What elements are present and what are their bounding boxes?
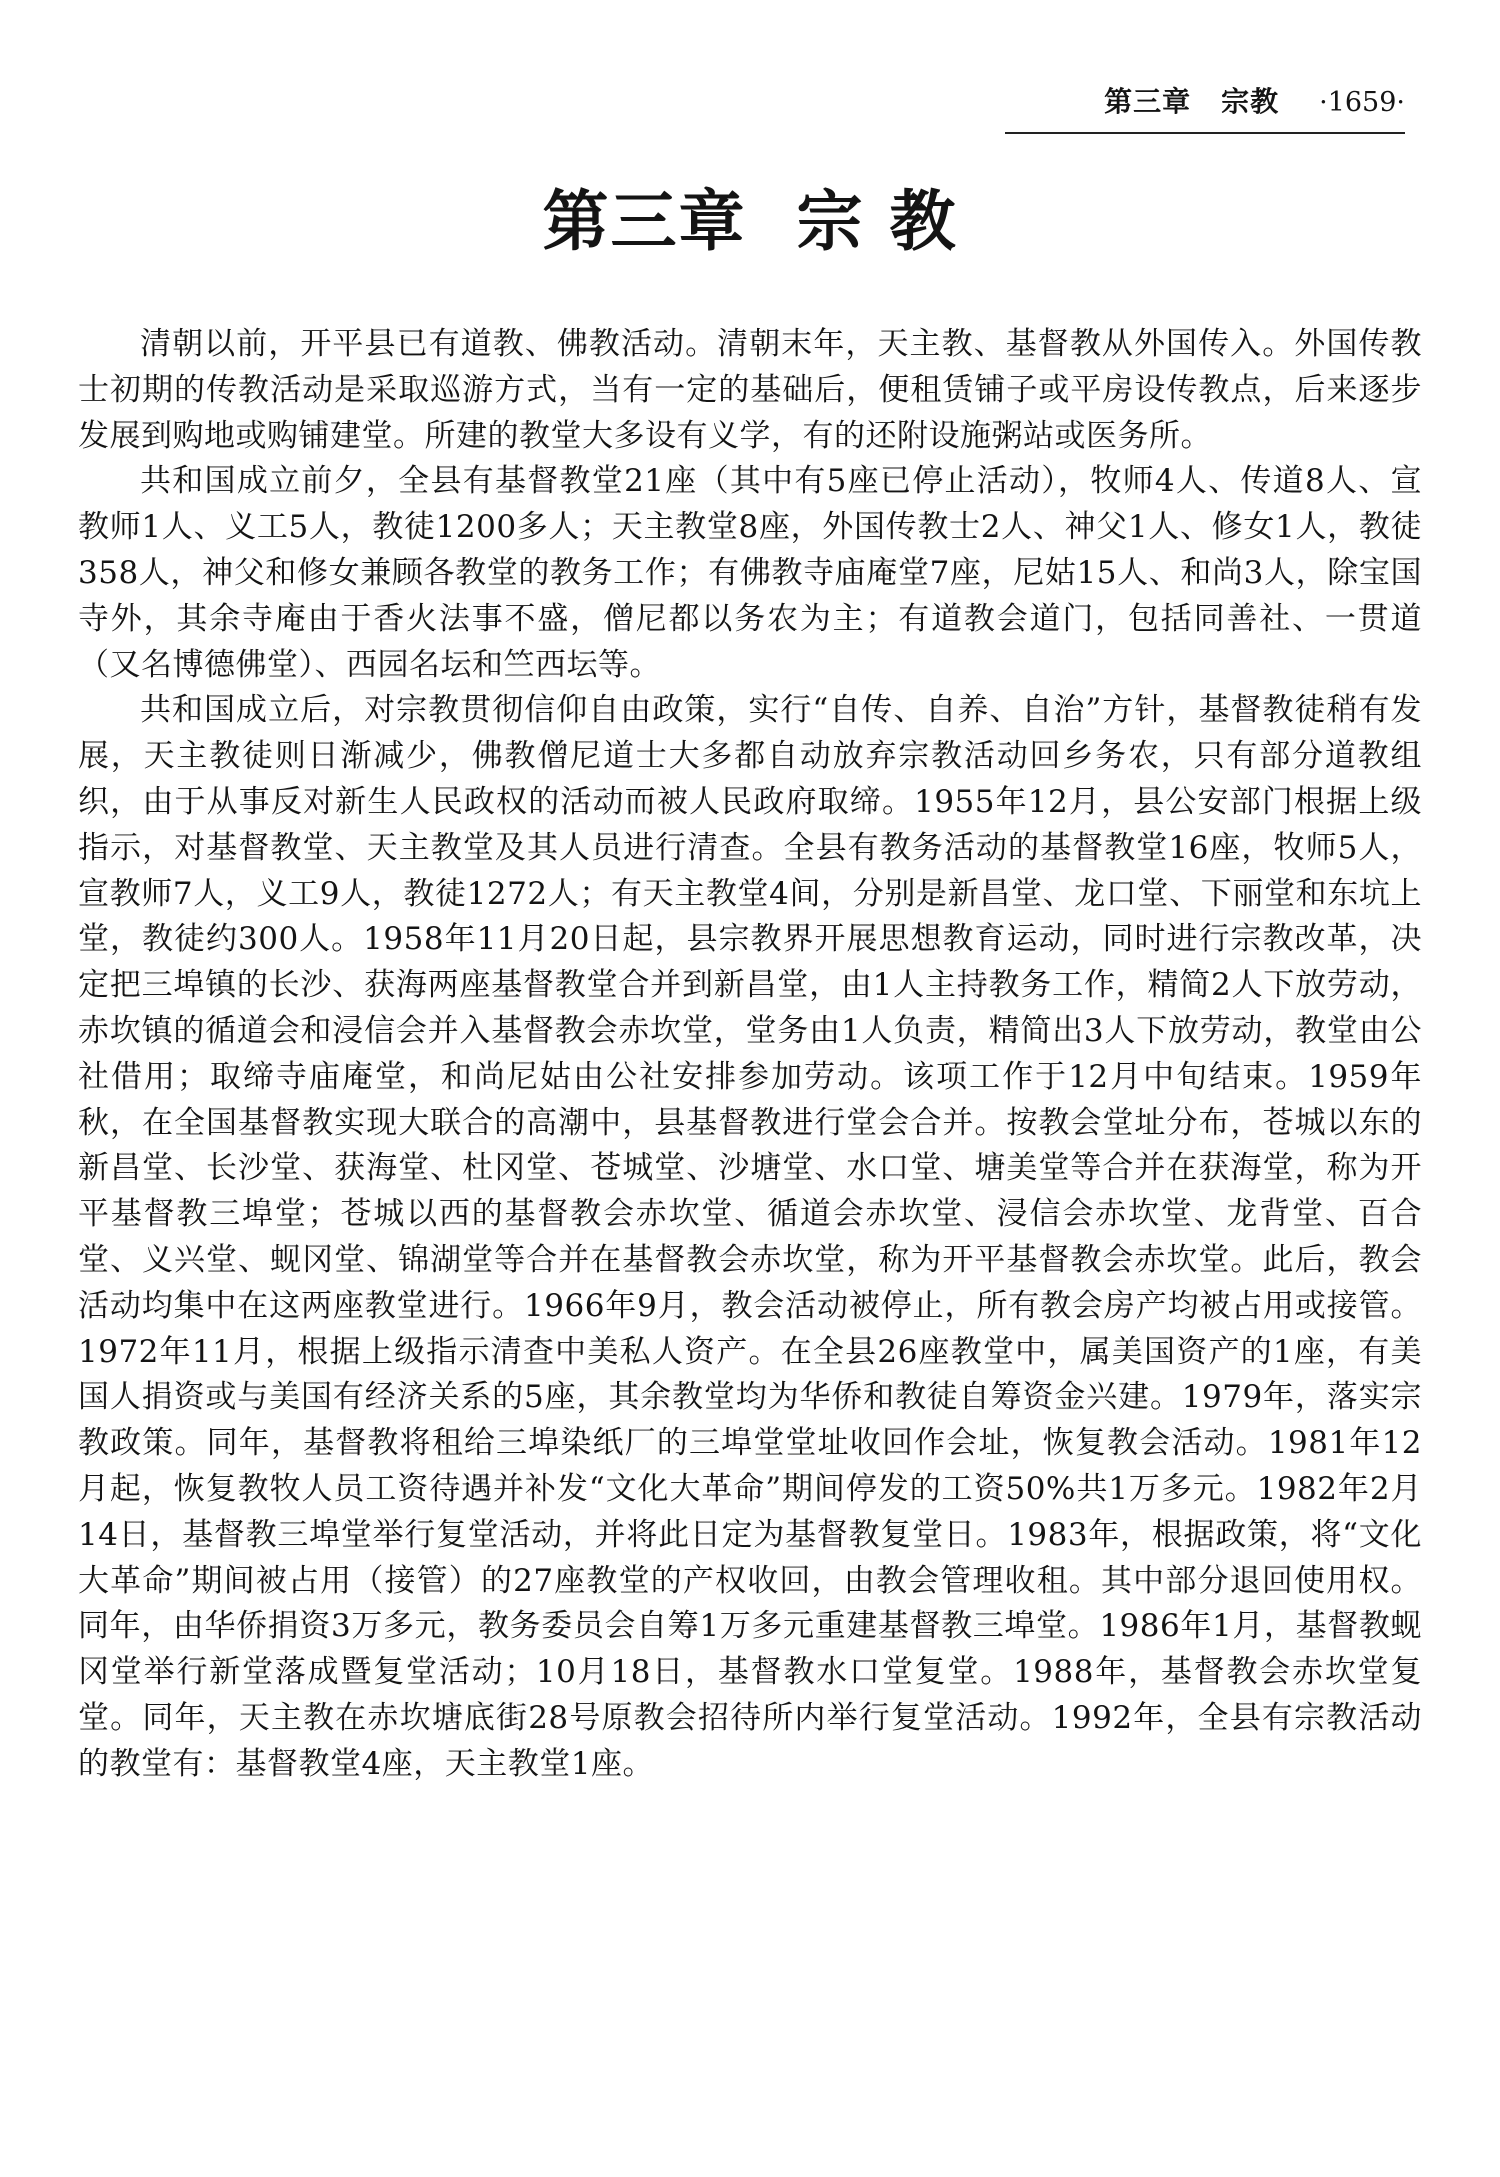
header-section: 宗教 (1221, 85, 1280, 118)
chapter-title (0, 168, 1500, 263)
paragraph-post-1949: 共和国成立后，对宗教贯彻信仰自由政策，实行“自传、自养、自治”方针，基督教徒稍有发展，天主教徒则日渐减少，佛教僧尼道士大多都自动放弃宗教活动回乡务农，只有部分道教组织，由于从事反对新生人民政权的活动而被人民政府取缔。1955年12月，县公安部门根据上级指示，对基督教堂、天主教堂及其人员进行清查。全县有教务活动的基督教堂16座，牧师5人，宣教师7人，义工9人，教徒1272人；有天主教堂4间，分别是新昌堂、龙口堂、下丽堂和东坑上堂，教徒约300人。1958年11月20日起，县宗教界开展思想教育运动，同时进行宗教改革，决定把三埠镇的长沙、获海两座基督教堂合并到新昌堂，由1人主持教务工作，精简2人下放劳动，赤坎镇的循道会和浸信会并入基督教会赤坎堂，堂务由1人负责，精简出3人下放劳动，教堂由公社借用；取缔寺庙庵堂，和尚尼姑由公社安排参加劳动。该项工作于12月中旬结束。1959年秋，在全国基督教实现大联合的高潮中，县基督教进行堂会合并。按教会堂址分布，苍城以东的新昌堂、长沙堂、获海堂、杜冈堂、苍城堂、沙塘堂、水口堂、塘美堂等合并在获海堂，称为开平基督教三埠堂；苍城以西的基督教会赤坎堂、循道会赤坎堂、浸信会赤坎堂、龙背堂、百合堂、义兴堂、蚬冈堂、锦湖堂等合并在基督教会赤坎堂，称为开平基督教会赤坎堂。此后，教会活动均集中在这两座教堂进行。1966年9月，教会活动被停止，所有教会房产均被占用或接管。1972年11月，根据上级指示清查中美私人资产。在全县26座教堂中，属美国资产的1座，有美国人捐资或与美国有经济关系的5座，其余教堂均为华侨和教徒自筹资金兴建。1979年，落实宗教政策。同年，基督教将租给三埠染纸厂的三埠堂堂址收回作会址，恢复教会活动。1981年12月起，恢复教牧人员工资待遇并补发“文化大革命”期间停发的工资50%共1万多元。1982年2月14日，基督教三埠堂举行复堂活动，并将此日定为基督教复堂日。1983年，根据政策，将“文化大革命”期间被占用（接管）的27座教堂的产权收回，由教会管理收租。其中部分退回使用权。同年，由华侨捐资3万多元，教务委员会自筹1万多元重建基督教三埠堂。1986年1月，基督教蚬冈堂举行新堂落成暨复堂活动；10月18日，基督教水口堂复堂。1988年，基督教会赤坎堂复堂。同年，天主教在赤坎塘底街28号原教会招待所内举行复堂活动。1992年，全县有宗教活动的教堂有：基督教堂4座，天主教堂1座。 (78, 692, 1422, 1782)
header-chapter: 第三章 (1104, 85, 1192, 118)
paragraph-pre-1949: 共和国成立前夕，全县有基督教堂21座（其中有5座已停止活动），牧师4人、传道8人、宣教师1人、义工5人，教徒1200多人；天主教堂8座，外国传教士2人、神父1人、修女1人，教徒358人，神父和修女兼顾各教堂的教务工作；有佛教寺庙庵堂7座，尼姑15人、和尚3人，除宝国寺外，其余寺庵由于香火法事不盛，僧尼都以务农为主；有道教会道门，包括同善社、一贯道（又名博德佛堂）、西园名坛和竺西坛等。 (78, 463, 1422, 683)
body-text (78, 322, 1422, 1788)
page-number: ·1659· (1319, 87, 1405, 118)
chapter-title-name: 宗 教 (796, 183, 958, 260)
running-header (1005, 80, 1405, 134)
paragraph-intro: 清朝以前，开平县已有道教、佛教活动。清朝末年，天主教、基督教从外国传入。外国传教士初期的传教活动是采取巡游方式，当有一定的基础后，便租赁铺子或平房设传教点，后来逐步发展到购地或购铺建堂。所建的教堂大多设有义学，有的还附设施粥站或医务所。 (78, 326, 1422, 454)
chapter-title-number: 第三章 (542, 183, 747, 260)
